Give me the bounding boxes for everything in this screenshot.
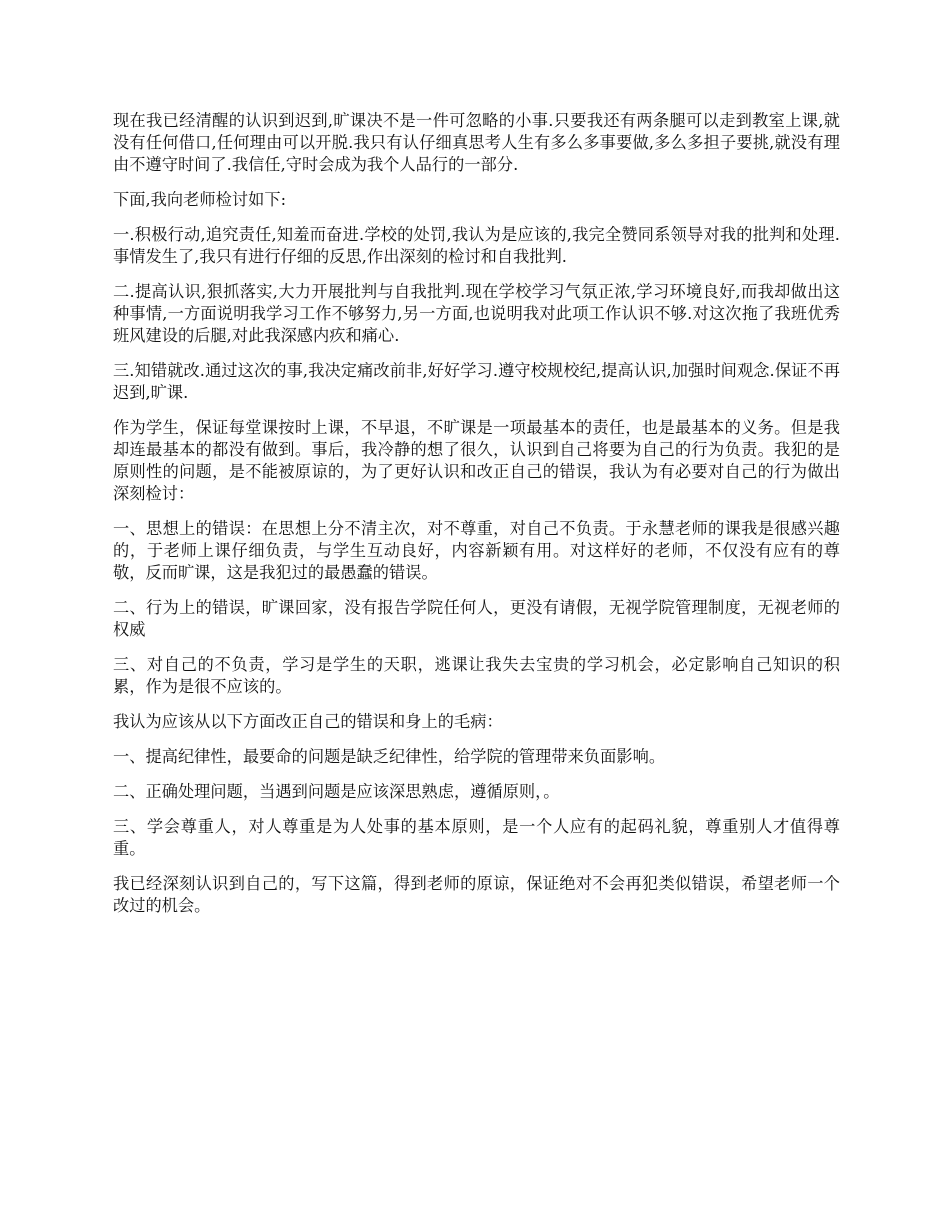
paragraph-5: 三.知错就改.通过这次的事,我决定痛改前非,好好学习.遵守校规校纪,提高认识,加强时间观念.保证不再迟到,旷课. [113, 361, 840, 402]
paragraph-8: 二、行为上的错误，旷课回家，没有报告学院任何人，更没有请假，无视学院管理制度，无视老师的权威 [113, 598, 840, 639]
paragraph-2: 下面,我向老师检讨如下: [113, 190, 287, 209]
paragraph-1: 现在我已经清醒的认识到迟到,旷课决不是一件可忽略的小事.只要我还有两条腿可以走到教室上课,就没有任何借口,任何理由可以开脱.我只有认仔细真思考人生有多么多事要做,多么多担子要挑,就没有理由不遵守时间了.我信任,守时会成为我个人品行的一部分. [113, 111, 840, 174]
paragraph-3: 一.积极行动,追究责任,知羞而奋进.学校的处罚,我认为是应该的,我完全赞同系领导对我的批判和处理.事情发生了,我只有进行仔细的反思,作出深刻的检讨和自我批判. [113, 225, 840, 266]
paragraph-11: 一、提高纪律性，最要命的问题是缺乏纪律性，给学院的管理带来负面影响。 [113, 747, 666, 766]
paragraph-9: 三、对自己的不负责，学习是学生的天职，逃课让我失去宝贵的学习机会，必定影响自己知识的积累，作为是很不应该的。 [113, 655, 840, 696]
paragraph-13: 三、学会尊重人，对人尊重是为人处事的基本原则，是一个人应有的起码礼貌，尊重别人才值得尊重。 [113, 817, 840, 858]
paragraph-4: 二.提高认识,狠抓落实,大力开展批判与自我批判.现在学校学习气氛正浓,学习环境良好,而我却做出这种事情,一方面说明我学习工作不够努力,另一方面,也说明我对此项工作认识不够.对这次拖了我班优秀班风建设的后腿,对此我深感内疚和痛心. [113, 282, 840, 345]
document-body [113, 110, 840, 930]
paragraph-7: 一、思想上的错误：在思想上分不清主次，对不尊重，对自己不负责。于永慧老师的课我是很感兴趣的，于老师上课仔细负责，与学生互动良好，内容新颖有用。对这样好的老师，不仅没有应有的尊敬，反而旷课，这是我犯过的最愚蠢的错误。 [113, 519, 840, 582]
paragraph-6: 作为学生，保证每堂课按时上课，不早退，不旷课是一项最基本的责任，也是最基本的义务。但是我却连最基本的都没有做到。事后，我冷静的想了很久，认识到自己将要为自己的行为负责。我犯的是原则性的问题，是不能被原谅的，为了更好认识和改正自己的错误，我认为有必要对自己的行为做出深刻检讨： [113, 418, 840, 503]
paragraph-12: 二、正确处理问题，当遇到问题是应该深思熟虑，遵循原则，。 [113, 782, 560, 801]
paragraph-14: 我已经深刻认识到自己的，写下这篇，得到老师的原谅，保证绝对不会再犯类似错误，希望老师一个改过的机会。 [113, 874, 840, 915]
paragraph-10: 我认为应该从以下方面改正自己的错误和身上的毛病： [113, 712, 503, 731]
